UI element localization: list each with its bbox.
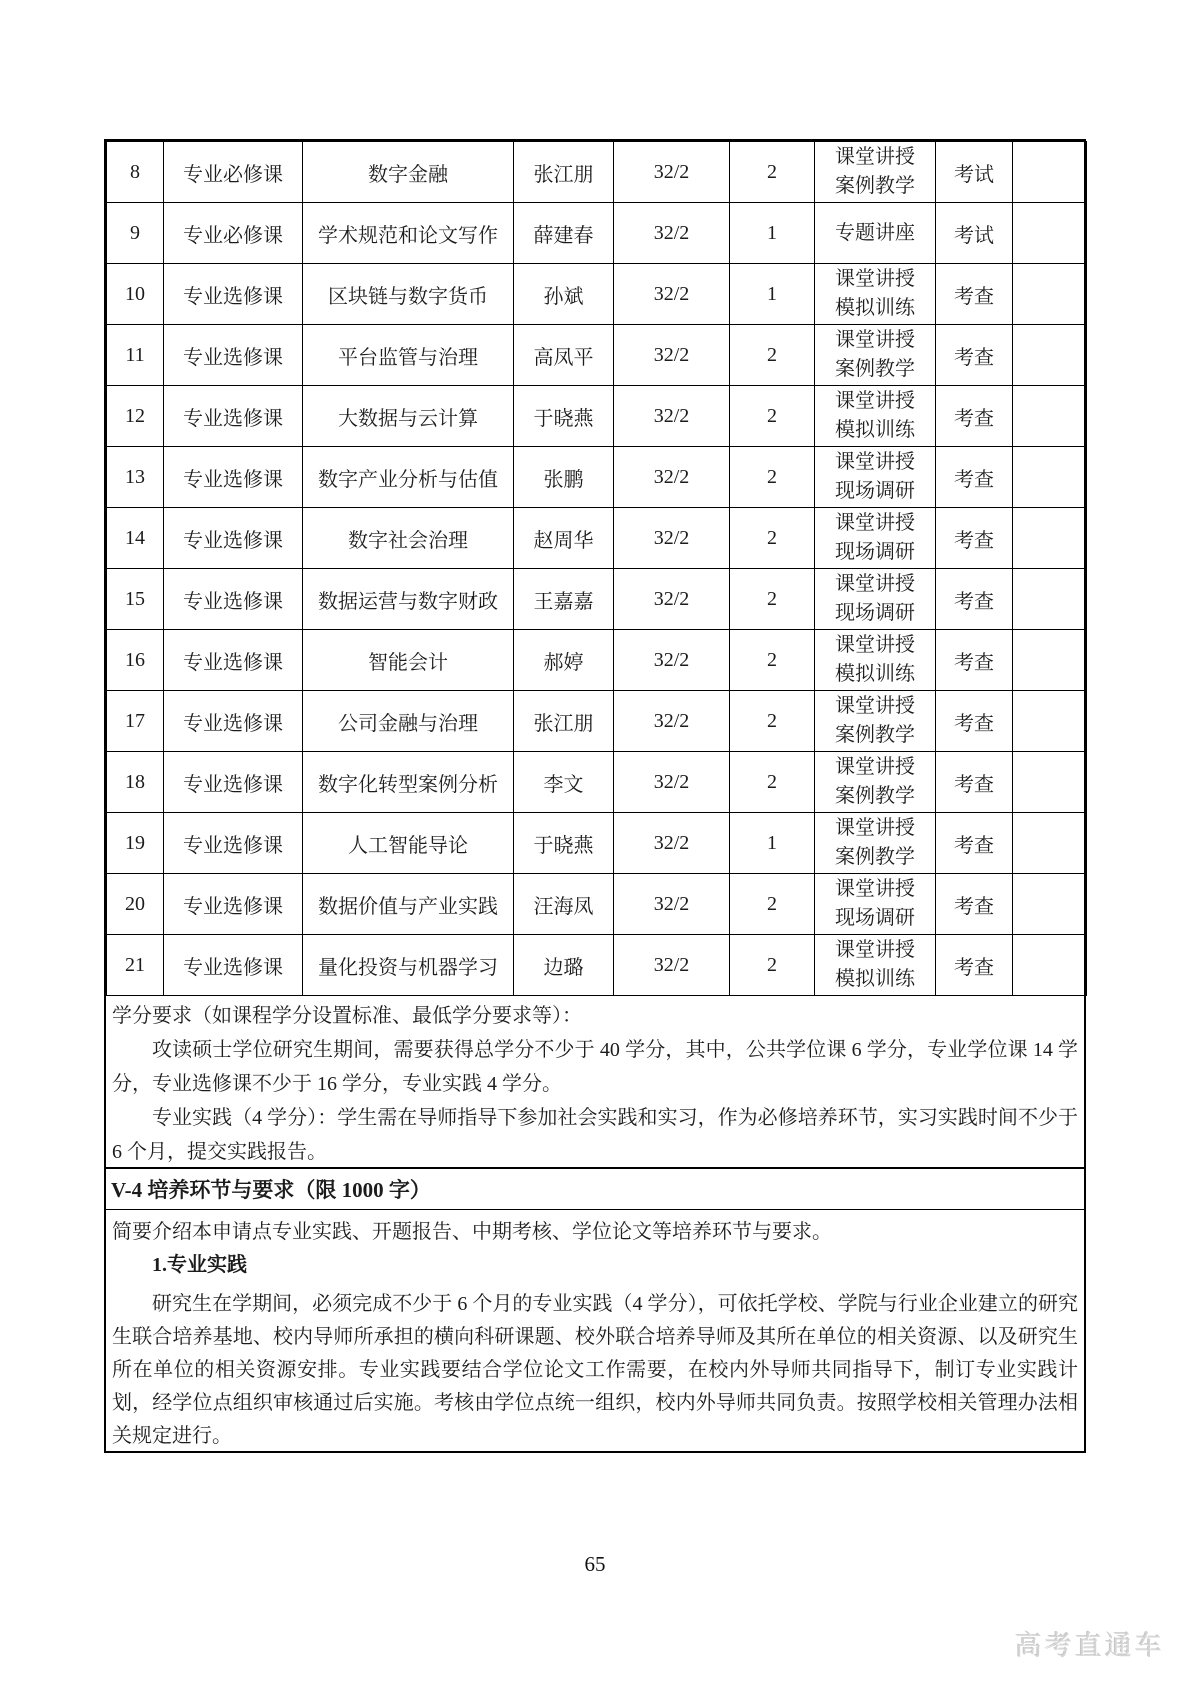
course-method-line: 课堂讲授 [835,390,915,412]
course-method-line: 模拟训练 [835,419,915,441]
course-exam-cell: 考试 [936,203,1013,264]
course-method-cell [815,691,936,752]
course-row [107,386,1087,447]
course-no-cell: 21 [107,935,164,996]
course-name-cell: 数字金融 [303,142,514,203]
course-credits-cell: 2 [730,447,815,508]
course-method-line: 现场调研 [835,541,915,563]
course-row [107,325,1087,386]
course-type-cell: 专业选修课 [164,447,303,508]
course-empty-cell [1013,935,1087,996]
course-row [107,264,1087,325]
course-name-cell: 数据价值与产业实践 [303,874,514,935]
course-table-body [107,142,1087,996]
course-empty-cell [1013,203,1087,264]
course-exam-cell: 考查 [936,813,1013,874]
course-hours-cell: 32/2 [614,203,730,264]
course-method-cell [815,508,936,569]
course-hours-cell: 32/2 [614,569,730,630]
course-empty-cell [1013,508,1087,569]
course-row [107,142,1087,203]
course-method-line: 课堂讲授 [835,939,915,961]
course-teacher-cell: 张江朋 [514,142,614,203]
course-method-cell [815,630,936,691]
course-type-cell: 专业必修课 [164,203,303,264]
course-method-line: 课堂讲授 [835,268,915,290]
course-name-cell: 学术规范和论文写作 [303,203,514,264]
watermark: 高考直通车 [1015,1631,1165,1661]
course-exam-cell: 考查 [936,386,1013,447]
course-empty-cell [1013,325,1087,386]
course-no-cell: 16 [107,630,164,691]
course-hours-cell: 32/2 [614,630,730,691]
course-method-line: 现场调研 [835,480,915,502]
course-name-cell: 数字产业分析与估值 [303,447,514,508]
course-row [107,569,1087,630]
course-teacher-cell: 汪海凤 [514,874,614,935]
course-hours-cell: 32/2 [614,813,730,874]
course-method-line: 课堂讲授 [835,695,915,717]
course-method-line: 案例教学 [835,724,915,746]
course-row [107,447,1087,508]
course-empty-cell [1013,813,1087,874]
course-exam-cell: 考查 [936,264,1013,325]
course-method-line: 课堂讲授 [835,817,915,839]
course-teacher-cell: 高凤平 [514,325,614,386]
course-type-cell: 专业选修课 [164,935,303,996]
course-method-line: 课堂讲授 [835,634,915,656]
course-type-cell: 专业选修课 [164,508,303,569]
course-teacher-cell: 张江朋 [514,691,614,752]
course-type-cell: 专业选修课 [164,813,303,874]
course-method-line: 课堂讲授 [835,451,915,473]
course-teacher-cell: 边璐 [514,935,614,996]
course-name-cell: 区块链与数字货币 [303,264,514,325]
course-hours-cell: 32/2 [614,752,730,813]
credit-requirements-para1: 攻读硕士学位研究生期间，需要获得总学分不少于 40 学分，其中，公共学位课 6 学分，专业学位课 14 学分，专业选修课不少于 16 学分，专业实践 4 学分。 [112,1039,1078,1095]
course-method-line: 案例教学 [835,785,915,807]
v4-paragraph: 研究生在学期间，必须完成不少于 6 个月的专业实践（4 学分），可依托学校、学院与行业企业建立的研究生联合培养基地、校内导师所承担的横向科研课题、校外联合培养导师及其所在单位的相关资源、以及研究生所在单位的相关资源安排。专业实践要结合学位论文工作需要，在校内外导师共同指导下，制订专业实践计划，经学位点组织审核通过后实施。考核由学位点统一组织，校内外导师共同负责。按照学校相关管理办法相关规定进行。 [112,1293,1078,1447]
course-credits-cell: 2 [730,386,815,447]
course-exam-cell: 考查 [936,691,1013,752]
course-hours-cell: 32/2 [614,325,730,386]
course-row [107,752,1087,813]
course-table [106,141,1087,996]
course-no-cell: 18 [107,752,164,813]
course-method-line: 课堂讲授 [835,329,915,351]
course-method-cell [815,386,936,447]
course-method-cell [815,447,936,508]
course-name-cell: 数字社会治理 [303,508,514,569]
course-empty-cell [1013,569,1087,630]
course-empty-cell [1013,142,1087,203]
course-credits-cell: 2 [730,569,815,630]
course-credits-cell: 2 [730,874,815,935]
course-no-cell: 13 [107,447,164,508]
course-type-cell: 专业选修课 [164,569,303,630]
course-no-cell: 8 [107,142,164,203]
course-credits-cell: 2 [730,325,815,386]
course-credits-cell: 1 [730,813,815,874]
course-no-cell: 20 [107,874,164,935]
course-exam-cell: 考查 [936,325,1013,386]
course-hours-cell: 32/2 [614,935,730,996]
course-type-cell: 专业选修课 [164,691,303,752]
course-type-cell: 专业选修课 [164,630,303,691]
course-hours-cell: 32/2 [614,874,730,935]
course-method-cell [815,752,936,813]
course-empty-cell [1013,874,1087,935]
course-credits-cell: 1 [730,203,815,264]
course-teacher-cell: 王嘉嘉 [514,569,614,630]
credit-requirements-section [106,996,1084,1167]
course-method-line: 课堂讲授 [835,573,915,595]
course-method-cell [815,264,936,325]
course-teacher-cell: 于晓燕 [514,813,614,874]
course-teacher-cell: 薛建春 [514,203,614,264]
course-name-cell: 量化投资与机器学习 [303,935,514,996]
course-name-cell: 数字化转型案例分析 [303,752,514,813]
course-empty-cell [1013,447,1087,508]
course-name-cell: 人工智能导论 [303,813,514,874]
course-method-line: 现场调研 [835,907,915,929]
form-sheet [104,139,1086,1453]
course-exam-cell: 考查 [936,752,1013,813]
course-credits-cell: 2 [730,752,815,813]
course-exam-cell: 考查 [936,935,1013,996]
v4-subheading: 1.专业实践 [152,1254,247,1276]
course-method-line: 案例教学 [835,846,915,868]
course-method-cell [815,325,936,386]
course-teacher-cell: 赵周华 [514,508,614,569]
course-method-cell [815,569,936,630]
page-number: 65 [584,1552,606,1576]
course-credits-cell: 2 [730,691,815,752]
course-row [107,935,1087,996]
course-hours-cell: 32/2 [614,386,730,447]
course-teacher-cell: 郝婷 [514,630,614,691]
course-empty-cell [1013,386,1087,447]
course-no-cell: 12 [107,386,164,447]
course-teacher-cell: 李文 [514,752,614,813]
course-type-cell: 专业选修课 [164,752,303,813]
section-v4-body [106,1210,1084,1451]
course-row [107,813,1087,874]
course-name-cell: 公司金融与治理 [303,691,514,752]
course-method-line: 课堂讲授 [835,756,915,778]
course-exam-cell: 考试 [936,142,1013,203]
course-exam-cell: 考查 [936,874,1013,935]
course-method-line: 课堂讲授 [835,878,915,900]
course-row [107,203,1087,264]
course-method-cell [815,935,936,996]
course-no-cell: 11 [107,325,164,386]
course-credits-cell: 2 [730,935,815,996]
course-method-cell [815,142,936,203]
course-exam-cell: 考查 [936,630,1013,691]
section-v4-heading: V-4 培养环节与要求（限 1000 字） [106,1167,1084,1210]
course-type-cell: 专业选修课 [164,874,303,935]
course-type-cell: 专业选修课 [164,325,303,386]
course-no-cell: 14 [107,508,164,569]
course-name-cell: 平台监管与治理 [303,325,514,386]
course-method-cell [815,813,936,874]
course-no-cell: 17 [107,691,164,752]
course-method-line: 案例教学 [835,175,915,197]
course-teacher-cell: 张鹏 [514,447,614,508]
course-name-cell: 智能会计 [303,630,514,691]
course-empty-cell [1013,691,1087,752]
course-hours-cell: 32/2 [614,447,730,508]
course-no-cell: 19 [107,813,164,874]
course-hours-cell: 32/2 [614,691,730,752]
course-exam-cell: 考查 [936,447,1013,508]
course-credits-cell: 1 [730,264,815,325]
course-method-line: 课堂讲授 [835,146,915,168]
course-type-cell: 专业必修课 [164,142,303,203]
course-credits-cell: 2 [730,142,815,203]
course-empty-cell [1013,264,1087,325]
course-type-cell: 专业选修课 [164,264,303,325]
course-exam-cell: 考查 [936,569,1013,630]
course-type-cell: 专业选修课 [164,386,303,447]
course-row [107,874,1087,935]
course-method-cell [815,203,936,264]
course-method-line: 专题讲座 [835,221,915,244]
course-row [107,691,1087,752]
course-method-line: 模拟训练 [835,297,915,319]
course-teacher-cell: 孙斌 [514,264,614,325]
course-name-cell: 数据运营与数字财政 [303,569,514,630]
course-method-line: 模拟训练 [835,663,915,685]
course-method-line: 现场调研 [835,602,915,624]
course-teacher-cell: 于晓燕 [514,386,614,447]
course-no-cell: 15 [107,569,164,630]
credit-requirements-title: 学分要求（如课程学分设置标准、最低学分要求等）： [112,1005,582,1027]
course-method-line: 案例教学 [835,358,915,380]
course-name-cell: 大数据与云计算 [303,386,514,447]
course-hours-cell: 32/2 [614,508,730,569]
credit-requirements-para2: 专业实践（4 学分）：学生需在导师指导下参加社会实践和实习，作为必修培养环节，实习实践时间不少于 6 个月，提交实践报告。 [112,1107,1078,1163]
course-method-line: 模拟训练 [835,968,915,990]
course-row [107,508,1087,569]
course-method-cell [815,874,936,935]
course-method-line: 课堂讲授 [835,512,915,534]
course-empty-cell [1013,752,1087,813]
v4-intro: 简要介绍本申请点专业实践、开题报告、中期考核、学位论文等培养环节与要求。 [112,1221,832,1243]
course-no-cell: 10 [107,264,164,325]
course-credits-cell: 2 [730,508,815,569]
course-hours-cell: 32/2 [614,264,730,325]
course-credits-cell: 2 [730,630,815,691]
course-hours-cell: 32/2 [614,142,730,203]
course-exam-cell: 考查 [936,508,1013,569]
course-no-cell: 9 [107,203,164,264]
course-row [107,630,1087,691]
course-empty-cell [1013,630,1087,691]
